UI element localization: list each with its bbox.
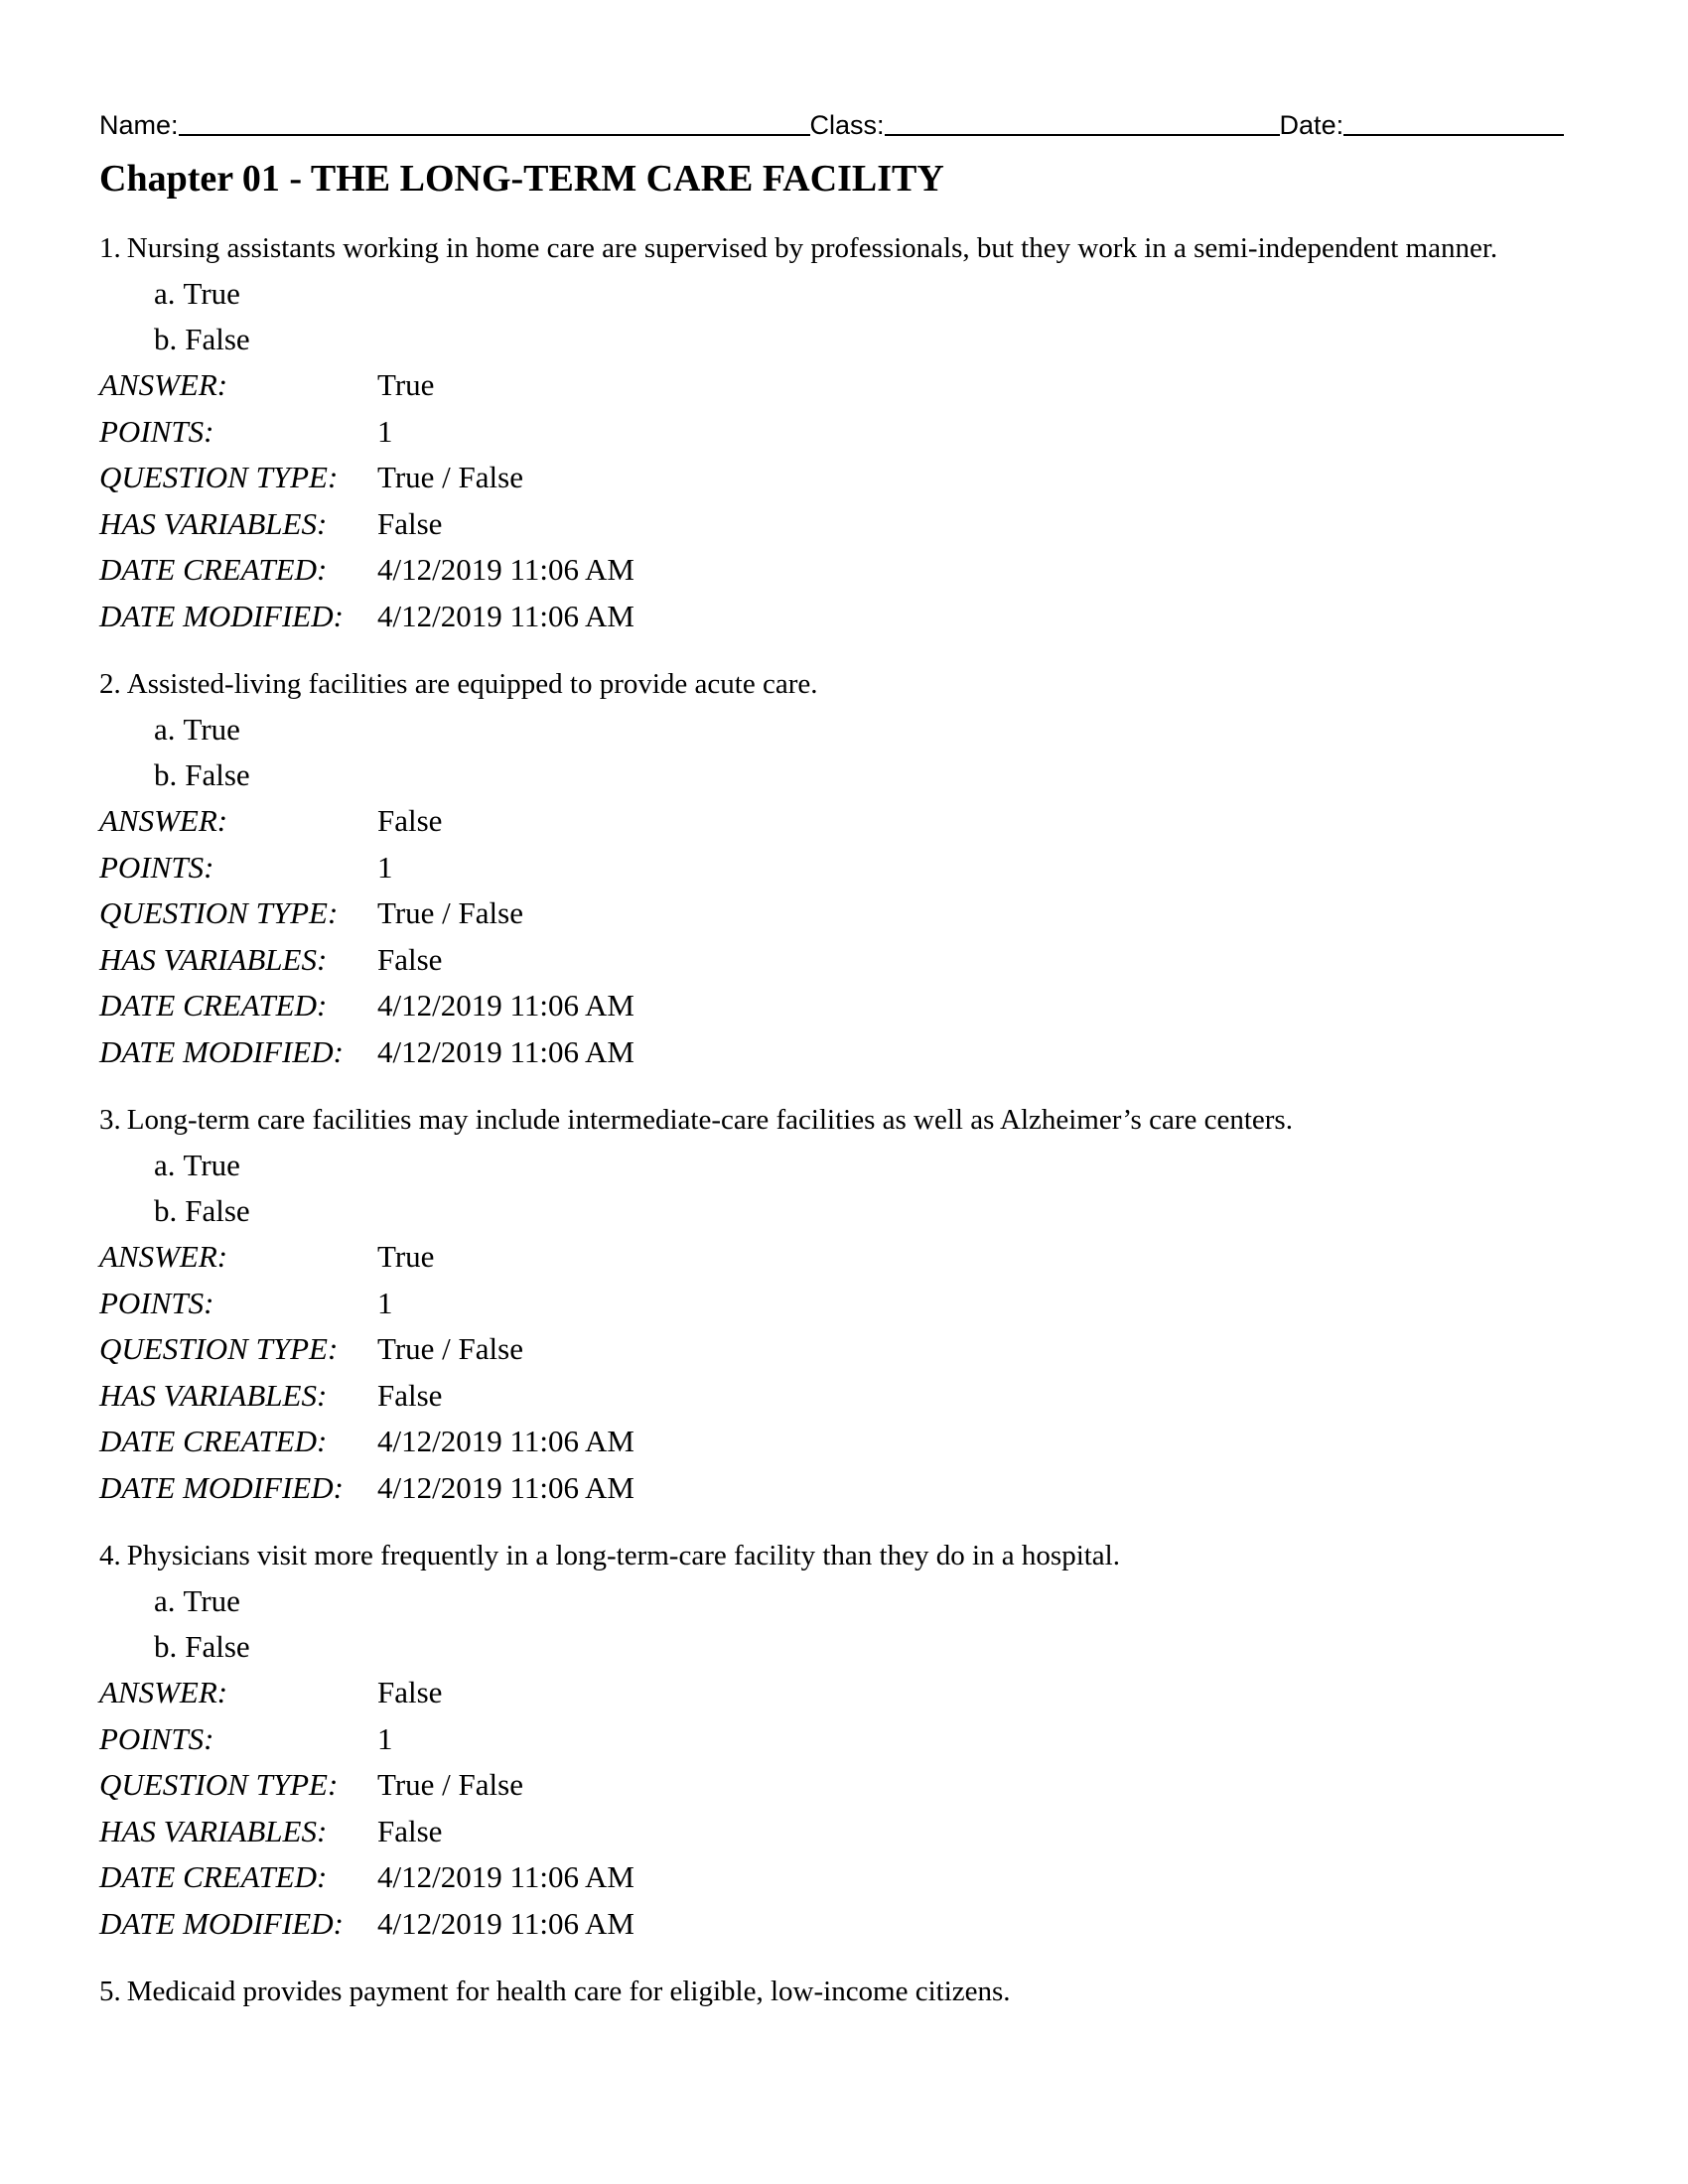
option-letter: b. (154, 322, 178, 356)
meta-row-date-modified (99, 1465, 1609, 1512)
option-text: True (183, 276, 240, 311)
meta-label: DATE MODIFIED: (99, 1033, 344, 1069)
meta-row-date-modified (99, 1901, 1609, 1948)
answer-options (99, 1578, 1609, 1670)
meta-value: 4/12/2019 11:06 AM (377, 988, 634, 1023)
question-list (99, 225, 1609, 2036)
meta-row-answer (99, 798, 1609, 845)
meta-value: 4/12/2019 11:06 AM (377, 1424, 634, 1458)
meta-value: False (377, 803, 443, 838)
answer-option (154, 1143, 1609, 1188)
meta-value: False (377, 1813, 443, 1848)
question-text: Long-term care facilities may include intermediate-care facilities as well as Alzheimer’s care centers. (126, 1104, 1293, 1136)
meta-value: True / False (377, 460, 523, 494)
option-text: True (183, 1148, 240, 1182)
option-letter: b. (154, 1193, 178, 1228)
meta-value: 4/12/2019 11:06 AM (377, 598, 634, 633)
meta-label: QUESTION TYPE: (99, 1767, 339, 1802)
meta-value: 4/12/2019 11:06 AM (377, 1859, 634, 1894)
meta-value: 1 (377, 413, 393, 449)
meta-row-has-variables (99, 501, 1609, 548)
answer-options (99, 707, 1609, 798)
meta-label: DATE CREATED: (99, 988, 328, 1023)
answer-option (154, 317, 1609, 362)
meta-row-answer (99, 1234, 1609, 1281)
meta-label: DATE MODIFIED: (99, 1469, 344, 1505)
answer-option (154, 752, 1609, 798)
option-text: False (185, 1193, 250, 1228)
student-info-header (99, 99, 1579, 139)
meta-label: HAS VARIABLES: (99, 505, 328, 541)
meta-label: DATE CREATED: (99, 1859, 328, 1894)
question-number: 3. (99, 1104, 121, 1136)
meta-label: ANSWER: (99, 367, 228, 402)
meta-row-date-modified (99, 1029, 1609, 1076)
meta-value: 1 (377, 1285, 393, 1320)
question-number: 2. (99, 668, 121, 700)
question-item (99, 1533, 1609, 1947)
meta-value: 4/12/2019 11:06 AM (377, 1033, 634, 1069)
answer-options (99, 1143, 1609, 1234)
meta-label: DATE CREATED: (99, 1424, 328, 1458)
meta-label: ANSWER: (99, 1239, 228, 1274)
meta-value: False (377, 941, 443, 977)
meta-row-question-type (99, 1762, 1609, 1809)
question-item (99, 225, 1609, 639)
meta-label: POINTS: (99, 1720, 214, 1756)
meta-value: False (377, 1675, 443, 1709)
meta-row-points (99, 1281, 1609, 1327)
meta-label: HAS VARIABLES: (99, 1813, 328, 1848)
date-label: Date: (1279, 110, 1344, 140)
answer-option (154, 707, 1609, 752)
question-number: 5. (99, 1976, 121, 2007)
option-letter: a. (154, 1148, 176, 1182)
option-letter: a. (154, 712, 176, 747)
question-text: Assisted-living facilities are equipped to provide acute care. (126, 668, 818, 700)
meta-row-date-created (99, 547, 1609, 594)
chapter-title: Chapter 01 - THE LONG-TERM CARE FACILITY (99, 158, 944, 200)
meta-row-date-created (99, 1419, 1609, 1465)
meta-value: 1 (377, 849, 393, 885)
question-item (99, 1097, 1609, 1511)
meta-row-has-variables (99, 937, 1609, 984)
meta-value: False (377, 1377, 443, 1413)
answer-option (154, 1578, 1609, 1624)
meta-label: DATE MODIFIED: (99, 1905, 344, 1941)
meta-value: True (377, 1239, 435, 1274)
meta-label: HAS VARIABLES: (99, 941, 328, 977)
option-text: False (185, 757, 250, 792)
question-item (99, 1969, 1609, 2014)
option-letter: a. (154, 1583, 176, 1618)
meta-label: QUESTION TYPE: (99, 1331, 339, 1366)
meta-value: True / False (377, 1767, 523, 1802)
answer-option (154, 1624, 1609, 1670)
option-text: True (183, 712, 240, 747)
option-text: False (185, 1629, 250, 1664)
meta-row-date-created (99, 1854, 1609, 1901)
meta-row-points (99, 845, 1609, 891)
question-text: Medicaid provides payment for health care for eligible, low-income citizens. (126, 1976, 1011, 2007)
meta-label: ANSWER: (99, 1675, 228, 1709)
question-number: 1. (99, 232, 121, 264)
question-text-line (99, 661, 1609, 707)
meta-label: POINTS: (99, 849, 214, 885)
meta-row-date-created (99, 983, 1609, 1029)
meta-value: 4/12/2019 11:06 AM (377, 1905, 634, 1941)
answer-option (154, 271, 1609, 317)
class-blank-line (885, 134, 1280, 136)
meta-row-points (99, 409, 1609, 456)
meta-value: True / False (377, 895, 523, 930)
answer-option (154, 1188, 1609, 1234)
meta-label: DATE CREATED: (99, 552, 328, 587)
meta-row-question-type (99, 1326, 1609, 1373)
meta-value: 4/12/2019 11:06 AM (377, 552, 634, 587)
question-text: Nursing assistants working in home care are supervised by professionals, but they work in a semi-independent manner. (126, 232, 1498, 264)
question-text-line (99, 1533, 1609, 1578)
meta-row-date-modified (99, 594, 1609, 640)
option-letter: a. (154, 276, 176, 311)
option-letter: b. (154, 1629, 178, 1664)
meta-label: DATE MODIFIED: (99, 598, 344, 633)
date-blank-line (1343, 134, 1564, 136)
meta-row-has-variables (99, 1373, 1609, 1420)
meta-label: ANSWER: (99, 803, 228, 838)
option-letter: b. (154, 757, 178, 792)
meta-label: QUESTION TYPE: (99, 460, 339, 494)
name-label: Name: (99, 110, 179, 140)
question-text-line (99, 225, 1609, 271)
question-text: Physicians visit more frequently in a long-term-care facility than they do in a hospital. (126, 1540, 1120, 1571)
question-text-line (99, 1097, 1609, 1143)
meta-label: HAS VARIABLES: (99, 1377, 328, 1413)
meta-value: 4/12/2019 11:06 AM (377, 1469, 634, 1505)
meta-label: POINTS: (99, 413, 214, 449)
meta-label: POINTS: (99, 1285, 214, 1320)
meta-label: QUESTION TYPE: (99, 895, 339, 930)
option-text: True (183, 1583, 240, 1618)
option-text: False (185, 322, 250, 356)
class-label: Class: (809, 110, 885, 140)
meta-value: True (377, 367, 435, 402)
meta-row-points (99, 1716, 1609, 1763)
question-number: 4. (99, 1540, 121, 1571)
meta-row-answer (99, 362, 1609, 409)
name-blank-line (179, 134, 810, 136)
meta-value: False (377, 505, 443, 541)
meta-row-has-variables (99, 1809, 1609, 1855)
meta-value: True / False (377, 1331, 523, 1366)
question-text-line (99, 1969, 1609, 2014)
question-item (99, 661, 1609, 1075)
meta-value: 1 (377, 1720, 393, 1756)
answer-options (99, 271, 1609, 362)
meta-row-question-type (99, 890, 1609, 937)
meta-row-answer (99, 1670, 1609, 1716)
meta-row-question-type (99, 455, 1609, 501)
